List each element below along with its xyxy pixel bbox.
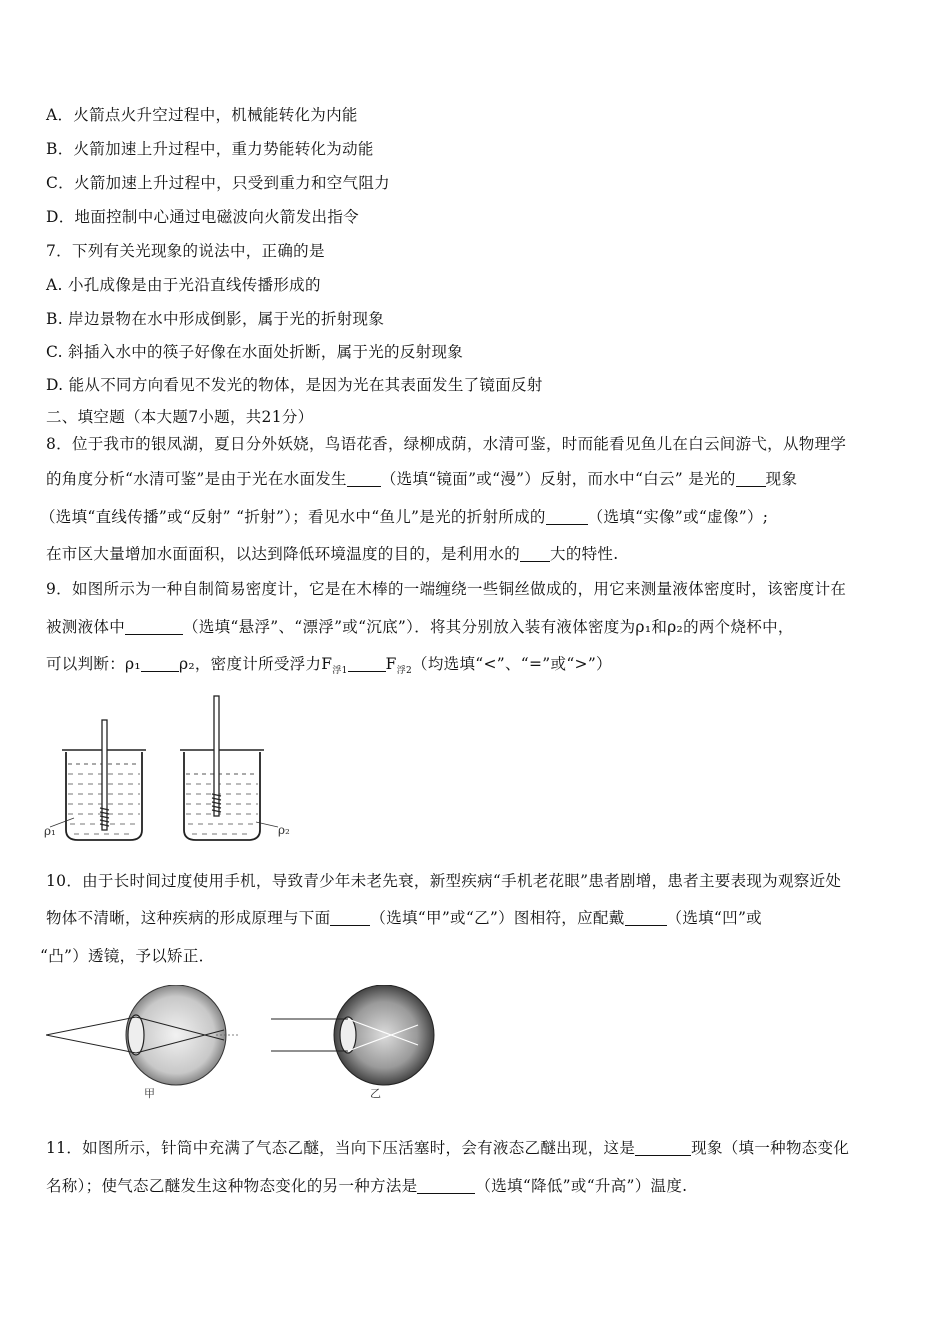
q8-line3: （选填“直线传播”或“反射” “折射”）；看见水中“鱼儿”是光的折射所成的 （选填“实像”或“虚像”）; [40, 508, 769, 526]
label-rho1: ρ₁ [44, 824, 56, 838]
q6-option-a: A．火箭点火升空过程中，机械能转化为内能 [46, 106, 358, 124]
q9-line1: 9．如图所示为一种自制简易密度计，它是在木棒的一端缠绕一些铜丝做成的，用它来测量液体密度时，该密度计在 [46, 580, 847, 598]
q9-line3: 可以判断：ρ₁ ρ₂，密度计所受浮力$F_{浮1}$ $F_{浮2}$（均选填“<”、“=”或“>”） [46, 655, 612, 677]
beaker-1 [50, 720, 146, 840]
q7-stem: 7．下列有关光现象的说法中，正确的是 [46, 242, 325, 260]
eye-jia [46, 985, 238, 1085]
q9-line2: 被测液体中 （选填“悬浮”、“漂浮”或“沉底”）．将其分别放入装有液体密度为ρ₁和ρ₂的两个烧杯中， [46, 618, 794, 636]
q10-line3: “凸”）透镜，予以矫正． [40, 947, 215, 965]
q6-option-d: D．地面控制中心通过电磁波向火箭发出指令 [46, 208, 359, 226]
q8-line1: 8．位于我市的银凤湖，夏日分外妖娆，鸟语花香，绿柳成荫，水清可鉴，时而能看见鱼儿在白云间游弋，从物理学 [46, 435, 847, 453]
q10-line2: 物体不清晰，这种疾病的形成原理与下面 （选填“甲”或“乙”）图相符，应配戴 （选填“凹”或 [46, 909, 762, 927]
q7-option-a: A. 小孔成像是由于光沿直线传播形成的 [46, 276, 321, 294]
q10-line1: 10．由于长时间过度使用手机，导致青少年未老先衰，新型疾病“手机老花眼”患者剧增，患者主要表现为观察近处 [46, 872, 842, 890]
q6-option-c: C．火箭加速上升过程中，只受到重力和空气阻力 [46, 174, 390, 192]
q8-line4: 在市区大量增加水面面积，以达到降低环境温度的目的，是利用水的 大的特性. [46, 545, 619, 563]
beaker-2 [180, 696, 278, 840]
q7-option-d: D. 能从不同方向看见不发光的物体，是因为光在其表面发生了镜面反射 [46, 376, 543, 394]
caption-jia: 甲 [144, 1087, 155, 1100]
section-title: 二、填空题（本大题7小题，共21分） [46, 408, 314, 426]
q7-option-c: C. 斜插入水中的筷子好像在水面处折断，属于光的反射现象 [46, 343, 464, 361]
q6-option-b: B．火箭加速上升过程中，重力势能转化为动能 [46, 140, 374, 158]
q7-option-b: B. 岸边景物在水中形成倒影，属于光的折射现象 [46, 310, 385, 328]
q8-line2: 的角度分析“水清可鉴”是由于光在水面发生 （选填“镜面”或“漫”）反射，而水中“白云” 是光的 现象 [46, 470, 798, 488]
hydrometer-figure [44, 690, 304, 850]
q11-line2: 名称）；使气态乙醚发生这种物态变化的另一种方法是 （选填“降低”或“升高”）温度. [46, 1177, 688, 1195]
q11-line1: 11．如图所示，针筒中充满了气态乙醚，当向下压活塞时，会有液态乙醚出现，这是 现象（填一种物态变化 [46, 1139, 850, 1157]
label-rho2: ρ₂ [278, 823, 290, 837]
caption-yi: 乙 [370, 1087, 381, 1100]
eye-diagram-figure [46, 985, 446, 1105]
eye-yi [271, 985, 434, 1085]
